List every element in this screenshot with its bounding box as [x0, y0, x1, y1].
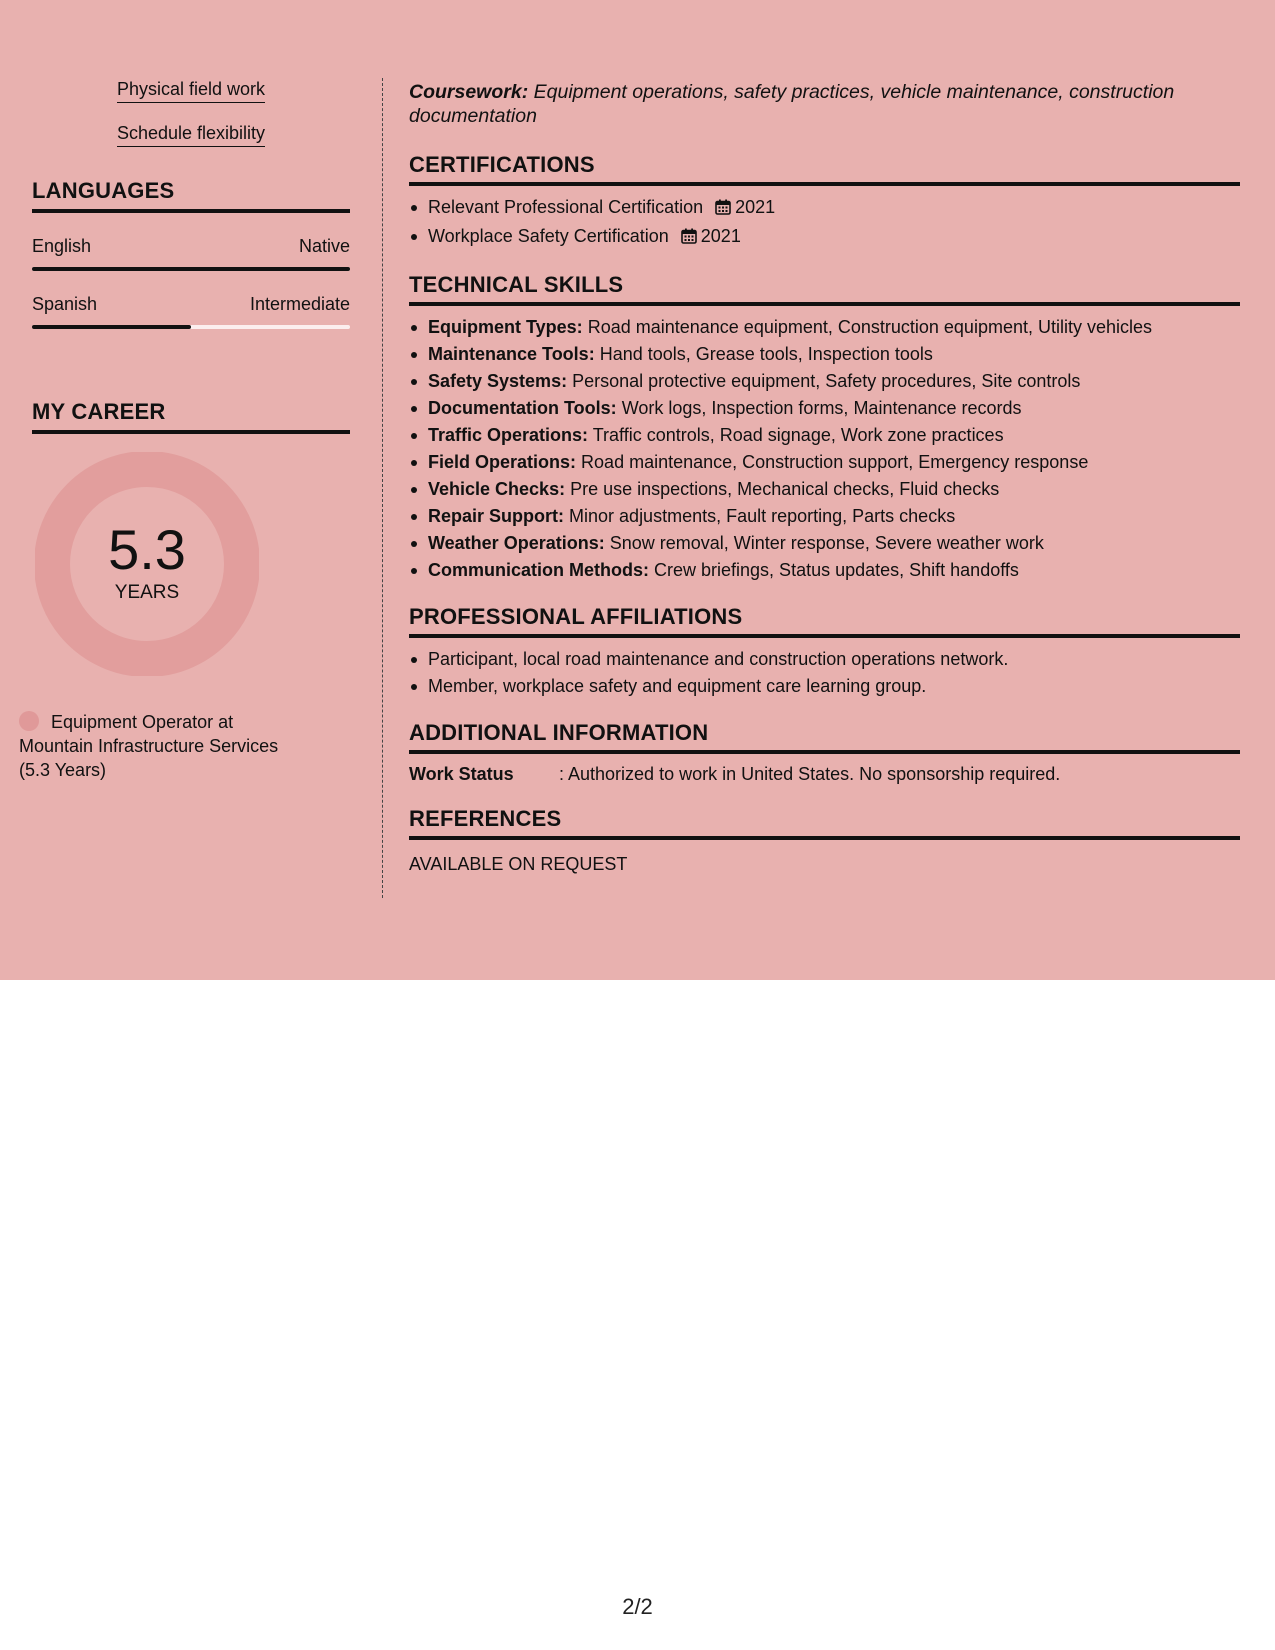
career-legend-item [19, 710, 309, 782]
skill-item [409, 476, 1240, 503]
strength-label: Physical field work [117, 78, 265, 103]
skill-label: Traffic Operations: [428, 425, 589, 445]
skill-label: Repair Support: [428, 506, 565, 526]
languages-heading: LANGUAGES [32, 178, 350, 213]
certifications-list [409, 194, 1240, 252]
technical-skills-heading: TECHNICAL SKILLS [409, 272, 1240, 306]
work-status-label: Work Status [409, 764, 514, 784]
affiliations-list [409, 646, 1240, 700]
technical-skills-list [409, 314, 1240, 584]
strength-item [32, 78, 350, 103]
certification-name: Relevant Professional Certification [428, 197, 704, 217]
additional-info-heading: ADDITIONAL INFORMATION [409, 720, 1240, 754]
career-heading: MY CAREER [32, 399, 350, 434]
skill-text: Snow removal, Winter response, Severe weather work [609, 533, 1044, 553]
skill-item [409, 449, 1240, 476]
affiliations-heading: PROFESSIONAL AFFILIATIONS [409, 604, 1240, 638]
certification-name: Workplace Safety Certification [428, 226, 669, 246]
skill-item [409, 368, 1240, 395]
certifications-heading: CERTIFICATIONS [409, 152, 1240, 186]
certification-item [409, 223, 1240, 252]
main-content [409, 80, 1240, 876]
certification-item [409, 194, 1240, 223]
skill-text: Traffic controls, Road signage, Work zone practices [592, 425, 1004, 445]
skill-text: Minor adjustments, Fault reporting, Parts checks [569, 506, 956, 526]
career-legend-text: Equipment Operator at Mountain Infrastructure Services (5.3 Years) [19, 712, 279, 780]
certification-year: 2021 [700, 226, 741, 246]
career-legend-dot [19, 711, 39, 731]
language-proficiency-bar [32, 267, 350, 271]
sidebar [32, 78, 350, 434]
skill-item [409, 422, 1240, 449]
column-divider [382, 78, 383, 898]
skill-text: Hand tools, Grease tools, Inspection tools [599, 344, 933, 364]
skill-item [409, 395, 1240, 422]
career-years-value: 5.3 [108, 518, 186, 581]
affiliation-item: Member, workplace safety and equipment care learning group. [409, 673, 1240, 700]
coursework-label: Coursework: [409, 81, 529, 103]
skill-item [409, 341, 1240, 368]
language-proficiency-bar [32, 325, 350, 329]
skill-label: Documentation Tools: [428, 398, 617, 418]
career-donut-chart [35, 452, 259, 676]
strength-item [32, 122, 350, 147]
career-years-unit: YEARS [114, 582, 180, 603]
language-english [32, 235, 350, 271]
calendar-icon [715, 196, 731, 223]
references-text: AVAILABLE ON REQUEST [409, 854, 628, 874]
language-spanish [32, 293, 350, 329]
language-level: Native [298, 236, 350, 256]
language-proficiency-fill [32, 267, 350, 271]
page-number: 2/2 [622, 1594, 653, 1619]
skill-label: Communication Methods: [428, 560, 649, 580]
skill-text: Road maintenance, Construction support, Emergency response [581, 452, 1089, 472]
skill-label: Safety Systems: [428, 371, 568, 391]
language-proficiency-fill [32, 325, 191, 329]
certification-year: 2021 [735, 197, 776, 217]
affiliation-item: Participant, local road maintenance and construction operations network. [409, 646, 1240, 673]
skill-text: Road maintenance equipment, Construction equipment, Utility vehicles [587, 317, 1153, 337]
coursework [409, 80, 1240, 128]
skill-item [409, 557, 1240, 584]
work-status-value: : Authorized to work in United States. No sponsorship required. [559, 764, 1061, 784]
skill-text: Work logs, Inspection forms, Maintenance records [621, 398, 1022, 418]
skill-item [409, 314, 1240, 341]
skill-text: Personal protective equipment, Safety procedures, Site controls [572, 371, 1081, 391]
language-name: English [32, 236, 92, 256]
skill-text: Pre use inspections, Mechanical checks, Fluid checks [570, 479, 1000, 499]
skill-label: Equipment Types: [428, 317, 583, 337]
skill-label: Maintenance Tools: [428, 344, 595, 364]
skill-label: Vehicle Checks: [428, 479, 566, 499]
references-heading: REFERENCES [409, 806, 1240, 840]
skill-item [409, 530, 1240, 557]
skill-label: Weather Operations: [428, 533, 605, 553]
language-level: Intermediate [249, 294, 350, 314]
language-name: Spanish [32, 294, 98, 314]
work-status-row [409, 762, 1240, 786]
coursework-text: Equipment operations, safety practices, vehicle maintenance, construction documentation [409, 81, 1175, 127]
skill-label: Field Operations: [428, 452, 577, 472]
skill-item [409, 503, 1240, 530]
strength-label: Schedule flexibility [117, 122, 265, 147]
skill-text: Crew briefings, Status updates, Shift handoffs [654, 560, 1019, 580]
calendar-icon [681, 225, 697, 252]
